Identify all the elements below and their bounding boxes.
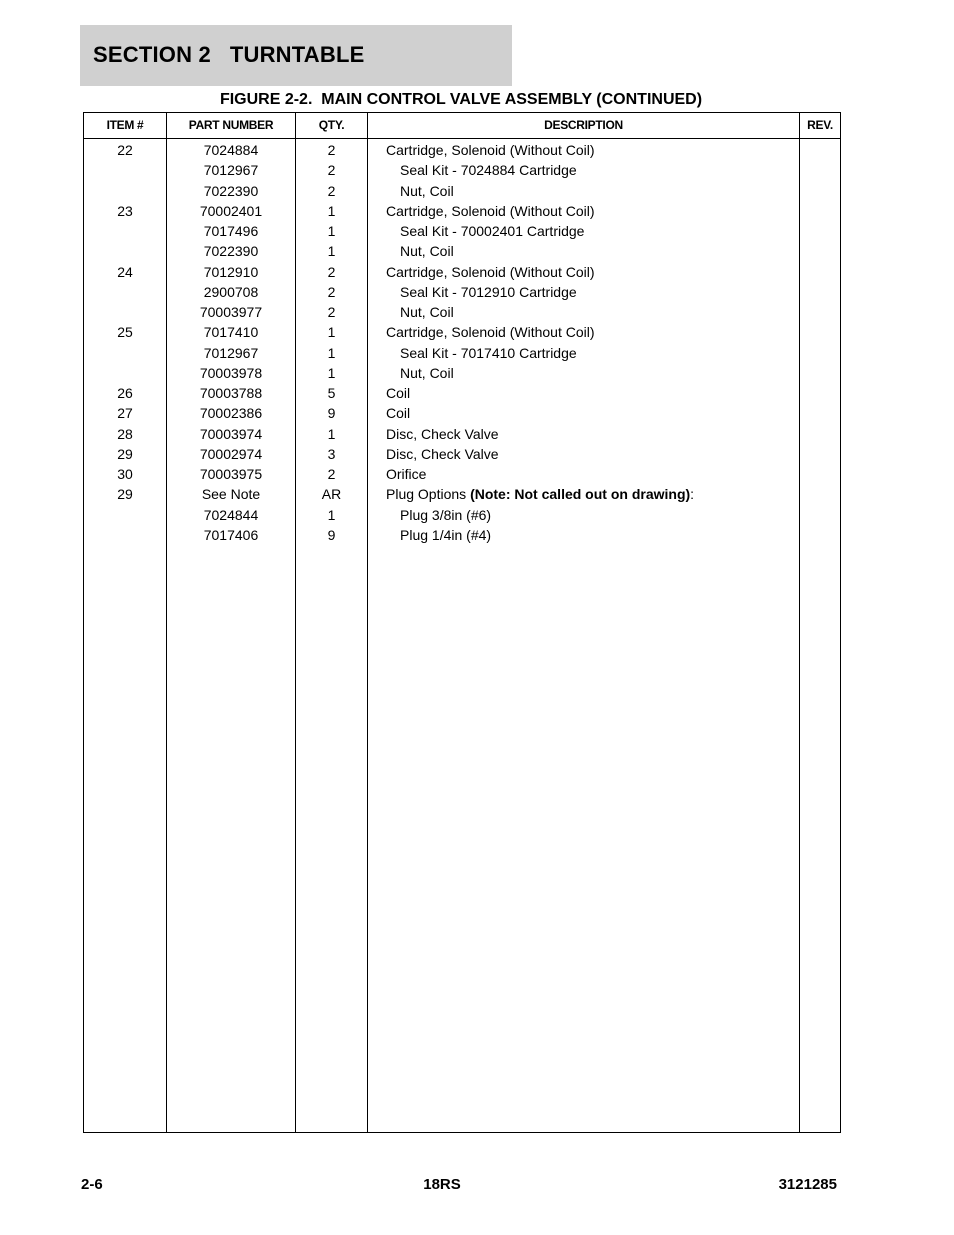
item-number: 30 [117, 466, 133, 482]
quantity: 1 [327, 506, 336, 523]
quantity: 1 [327, 202, 336, 219]
part-number: 7012967 [203, 344, 259, 361]
part-number: 7024844 [203, 506, 259, 523]
table-row [84, 363, 840, 383]
part-number: See Note [201, 486, 261, 503]
description [386, 262, 595, 282]
description [386, 201, 595, 221]
item-number: 23 [117, 202, 133, 219]
description [400, 363, 454, 383]
table-row [84, 302, 840, 322]
description-tail: : [690, 486, 695, 503]
description-text: Cartridge, Solenoid (Without Coil) [386, 202, 595, 219]
description-text: Disc, Check Valve [386, 445, 499, 462]
description [400, 505, 491, 525]
table-row [84, 424, 840, 444]
document-number: 3121285 [778, 1176, 837, 1193]
table-row [84, 383, 840, 403]
part-number: 70002386 [199, 405, 263, 422]
quantity: 1 [327, 364, 336, 381]
table-row [84, 160, 840, 180]
part-number: 70003788 [199, 385, 263, 401]
description-text: Nut, Coil [400, 304, 454, 320]
description-text: Nut, Coil [400, 364, 454, 381]
description [386, 464, 426, 484]
description [400, 160, 577, 180]
part-number: 7024884 [203, 142, 259, 158]
header-qty: QTY. [318, 118, 345, 132]
description-text: Plug Options [386, 486, 471, 503]
part-number: 7012910 [203, 263, 259, 280]
header-description: DESCRIPTION [544, 118, 623, 132]
description-text: Plug 1/4in (#4) [400, 526, 492, 543]
part-number: 7017496 [203, 223, 259, 239]
quantity: 1 [327, 344, 336, 361]
part-number: 70003977 [199, 304, 263, 320]
quantity: 5 [327, 385, 336, 401]
quantity: 2 [327, 263, 336, 280]
quantity: 1 [327, 425, 336, 442]
description [400, 181, 454, 201]
item-number: 29 [117, 445, 133, 462]
table-row [84, 343, 840, 363]
parts-table [83, 112, 841, 1133]
description-text: Seal Kit - 7012910 Cartridge [400, 283, 577, 300]
description [400, 282, 577, 302]
description [400, 302, 454, 322]
table-row [84, 201, 840, 221]
quantity: 3 [327, 445, 336, 462]
description-text: Coil [386, 405, 411, 422]
table-row [84, 282, 840, 302]
item-number: 28 [117, 425, 133, 442]
header-item: ITEM # [106, 118, 144, 132]
description [400, 343, 577, 363]
part-number: 2900708 [203, 283, 259, 300]
item-number: 22 [117, 142, 133, 158]
quantity: 9 [327, 405, 336, 422]
description-text: Disc, Check Valve [386, 425, 499, 442]
table-row [84, 241, 840, 261]
table-row [84, 444, 840, 464]
table-row [84, 525, 840, 545]
item-number: 25 [117, 324, 133, 341]
table-row [84, 262, 840, 282]
item-number: 26 [117, 385, 133, 401]
table-row [84, 181, 840, 201]
quantity: 2 [327, 466, 336, 482]
description [386, 140, 595, 160]
part-number: 7017406 [203, 526, 259, 543]
section-header [80, 25, 512, 86]
table-row [84, 505, 840, 525]
description-text: Seal Kit - 7017410 Cartridge [400, 344, 577, 361]
description-text: Cartridge, Solenoid (Without Coil) [386, 142, 595, 158]
description-text: Seal Kit - 70002401 Cartridge [400, 223, 585, 239]
item-number: 24 [117, 263, 133, 280]
description-text: Cartridge, Solenoid (Without Coil) [386, 324, 595, 341]
item-number: 29 [117, 486, 133, 503]
part-number: 7022390 [203, 182, 259, 199]
description [386, 444, 499, 464]
description [400, 525, 491, 545]
part-number: 7022390 [203, 243, 259, 260]
description [400, 221, 584, 241]
quantity: 1 [327, 324, 336, 341]
description-text: Seal Kit - 7024884 Cartridge [400, 162, 577, 179]
header-rev: REV. [807, 118, 833, 132]
table-row [84, 322, 840, 342]
part-number: 70002401 [199, 202, 263, 219]
figure-title: FIGURE 2-2. MAIN CONTROL VALVE ASSEMBLY (CONTINUED) [219, 91, 703, 108]
table-body [84, 140, 840, 545]
part-number: 70003978 [199, 364, 263, 381]
description-text: Nut, Coil [400, 182, 454, 199]
table-row [84, 140, 840, 160]
description [386, 403, 410, 423]
page-number: 2-6 [81, 1176, 103, 1193]
part-number: 7017410 [203, 324, 259, 341]
description-note: (Note: Not called out on drawing) [470, 486, 691, 503]
quantity: 2 [327, 182, 336, 199]
description [386, 484, 694, 504]
description-text: Orifice [386, 466, 427, 482]
description [386, 424, 499, 444]
description-text: Cartridge, Solenoid (Without Coil) [386, 263, 595, 280]
quantity: 2 [327, 142, 336, 158]
table-row [84, 464, 840, 484]
header-part-number: PART NUMBER [188, 118, 274, 132]
part-number: 70002974 [199, 445, 263, 462]
section-title: SECTION 2 TURNTABLE [93, 42, 365, 67]
quantity: 1 [327, 223, 336, 239]
part-number: 7012967 [203, 162, 259, 179]
item-number: 27 [117, 405, 133, 422]
table-header-row [84, 113, 840, 139]
description-text: Nut, Coil [400, 243, 454, 260]
quantity: 2 [327, 162, 336, 179]
quantity: 2 [327, 304, 336, 320]
part-number: 70003974 [199, 425, 263, 442]
table-row [84, 484, 840, 504]
quantity: 9 [327, 526, 336, 543]
model-name: 18RS [423, 1176, 461, 1193]
quantity: AR [321, 486, 342, 503]
quantity: 1 [327, 243, 336, 260]
description [386, 383, 410, 403]
description [400, 241, 454, 261]
table-row [84, 403, 840, 423]
description-text: Coil [386, 385, 411, 401]
description-text: Plug 3/8in (#6) [400, 506, 492, 523]
description [386, 322, 595, 342]
part-number: 70003975 [199, 466, 263, 482]
table-row [84, 221, 840, 241]
quantity: 2 [327, 283, 336, 300]
